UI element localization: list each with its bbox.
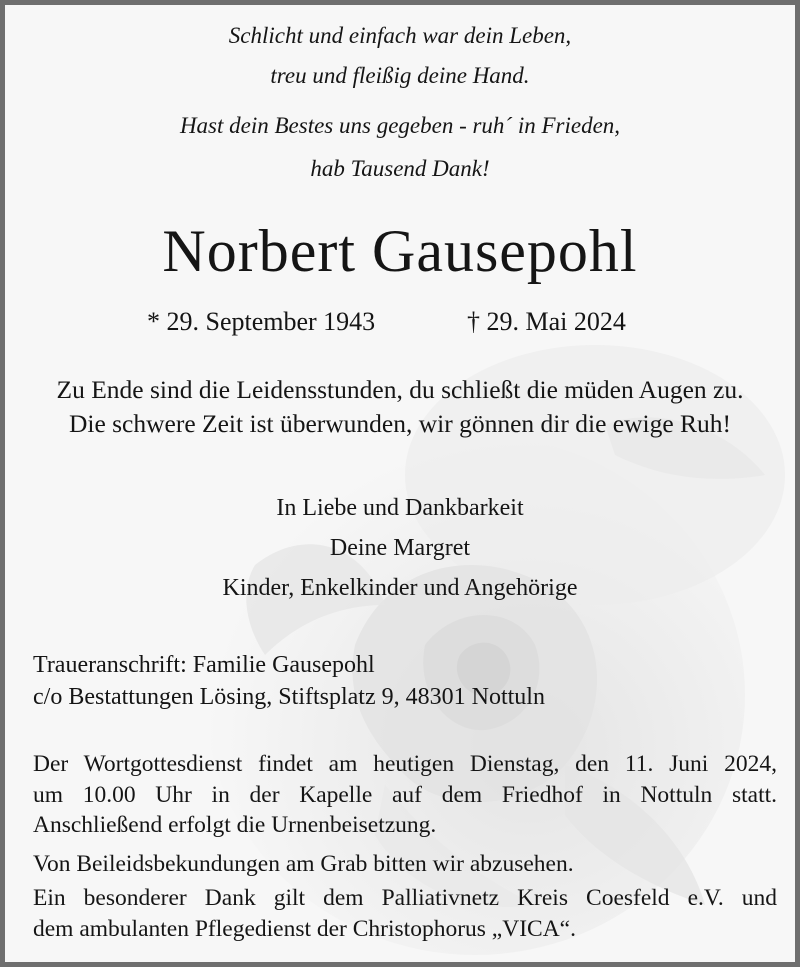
death-date: † 29. Mai 2024: [467, 307, 626, 336]
thanks-line-2: dem ambulanten Pflegedienst der Christophorus „VICA“.: [33, 916, 576, 942]
verse-line-4: hab Tausend Dank!: [310, 156, 490, 181]
signature-line-3: Kinder, Enkelkinder und Angehörige: [222, 575, 578, 601]
address-line-2: c/o Bestattungen Lösing, Stiftsplatz 9, 48301 Nottuln: [33, 684, 545, 710]
service-line-2: um 10.00 Uhr in der Kapelle auf dem Friedhof in Nottuln statt.: [33, 782, 777, 808]
poem-line-1: Zu Ende sind die Leidensstunden, du schließt die müden Augen zu.: [56, 375, 744, 404]
condolence-note: Von Beileidsbekundungen am Grab bitten wir abzusehen.: [33, 851, 574, 877]
verse-line-1: Schlicht und einfach war dein Leben,: [228, 23, 572, 48]
deceased-name: Norbert Gausepohl: [162, 218, 638, 284]
thanks-line-1: Ein besonderer Dank gilt dem Palliativnetz Kreis Coesfeld e.V. und: [33, 885, 777, 911]
service-line-3: Anschließend erfolgt die Urnenbeisetzung.: [33, 812, 437, 838]
signature-line-1: In Liebe und Dankbarkeit: [276, 495, 524, 521]
poem-line-2: Die schwere Zeit ist überwunden, wir gönnen dir die ewige Ruh!: [68, 409, 732, 438]
birth-date: * 29. September 1943: [147, 307, 376, 336]
signature-line-2: Deine Margret: [329, 535, 471, 561]
address-line-1: Traueranschrift: Familie Gausepohl: [33, 652, 375, 678]
verse-line-3: Hast dein Bestes uns gegeben - ruh´ in Frieden,: [179, 113, 621, 138]
service-line-1: Der Wortgottesdienst findet am heutigen Dienstag, den 11. Juni 2024,: [33, 751, 777, 777]
verse-line-2: treu und fleißig deine Hand.: [270, 63, 530, 88]
